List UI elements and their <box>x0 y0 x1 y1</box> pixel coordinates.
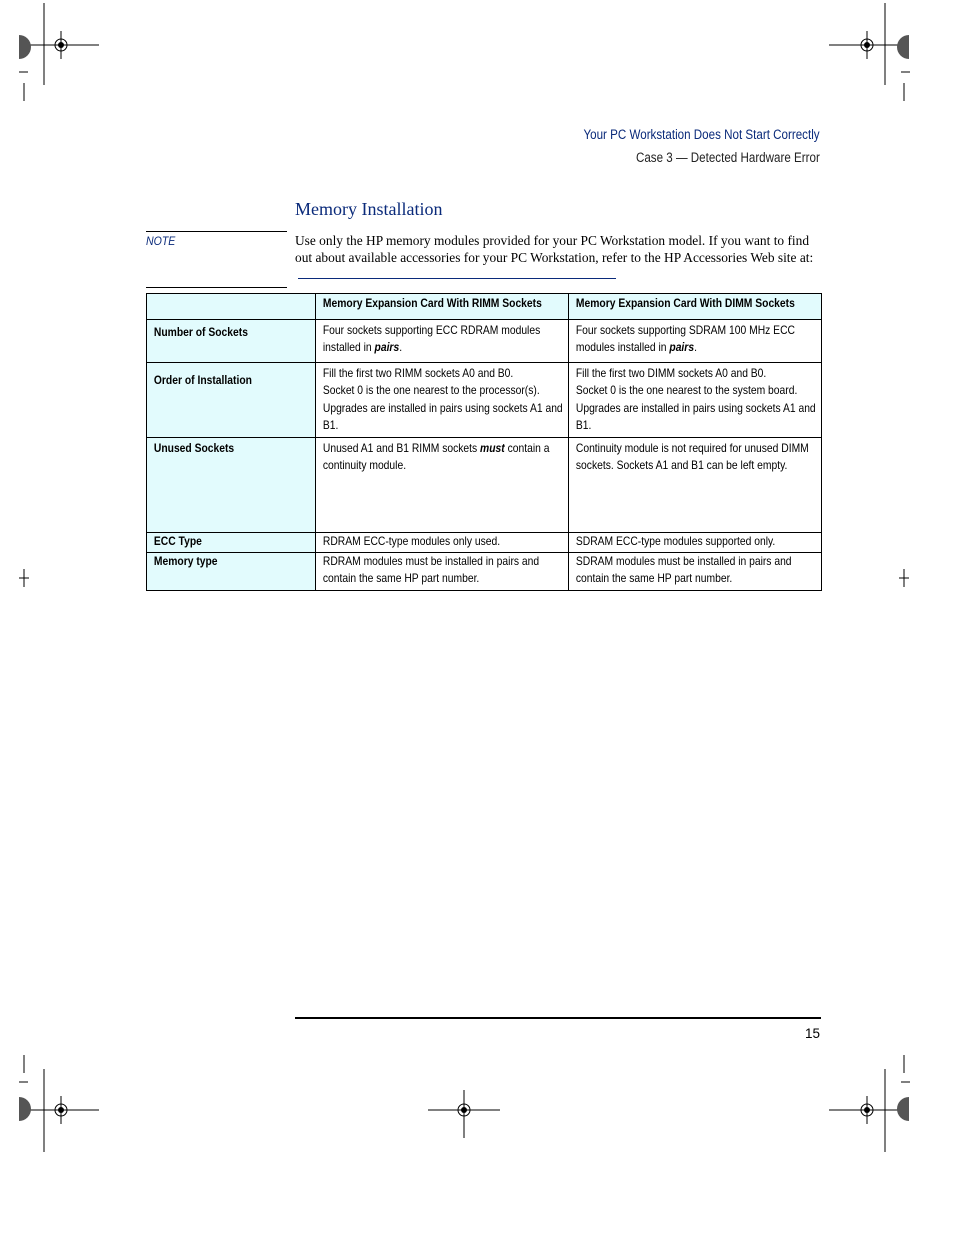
table-row <box>147 553 822 591</box>
running-header-subtitle: Case 3 — Detected Hardware Error <box>636 150 820 165</box>
row-label: ECC Type <box>147 532 316 552</box>
table-header-row <box>147 294 822 320</box>
note-rule-bottom <box>146 287 287 288</box>
page-number: 15 <box>804 1026 820 1041</box>
note-label: NOTE <box>146 234 176 248</box>
table-row <box>147 363 822 438</box>
table-row <box>147 437 822 532</box>
memory-installation-table <box>146 293 822 591</box>
table-header-rimm: Memory Expansion Card With RIMM Sockets <box>316 294 569 320</box>
note-text: Use only the HP memory modules provided for your PC Workstation model. If you want to find out about available accessories for your PC Workstation, refer to the HP Accessories Web site at: <box>295 233 814 265</box>
rimm-cell: RDRAM ECC-type modules only used. <box>316 532 569 552</box>
dimm-cell: Four sockets supporting SDRAM 100 MHz ECC modules installed in pairs. <box>569 320 822 363</box>
dimm-cell: SDRAM ECC-type modules supported only. <box>569 532 822 552</box>
rimm-cell: RDRAM modules must be installed in pairs and contain the same HP part number. <box>316 553 569 591</box>
row-label: Memory type <box>147 553 316 591</box>
table-header-empty <box>147 294 316 320</box>
dimm-cell: Fill the first two DIMM sockets A0 and B0. Socket 0 is the one nearest to the system board. Upgrades are installed in pairs using sockets A1 and B1. <box>569 363 822 438</box>
dimm-cell: SDRAM modules must be installed in pairs and contain the same HP part number. <box>569 553 822 591</box>
rimm-cell: Fill the first two RIMM sockets A0 and B0. Socket 0 is the one nearest to the processor(s). Upgrades are installed in pairs using sockets A1 and B1. <box>316 363 569 438</box>
table-header-dimm: Memory Expansion Card With DIMM Sockets <box>569 294 822 320</box>
row-label: Order of Installation <box>147 363 316 438</box>
note-rule-top <box>146 231 287 232</box>
dimm-cell: Continuity module is not required for unused DIMM sockets. Sockets A1 and B1 can be left empty. <box>569 437 822 532</box>
rimm-cell: Unused A1 and B1 RIMM sockets must contain a continuity module. <box>316 437 569 532</box>
section-title: Memory Installation <box>295 199 443 219</box>
accessories-web-link[interactable] <box>298 267 616 279</box>
footer-rule <box>295 1017 821 1019</box>
running-header-title: Your PC Workstation Does Not Start Correctly <box>583 127 820 142</box>
rimm-cell: Four sockets supporting ECC RDRAM modules installed in pairs. <box>316 320 569 363</box>
row-label: Number of Sockets <box>147 320 316 363</box>
row-label: Unused Sockets <box>147 437 316 532</box>
table-row <box>147 532 822 552</box>
note-body <box>295 232 820 283</box>
table-row <box>147 320 822 363</box>
